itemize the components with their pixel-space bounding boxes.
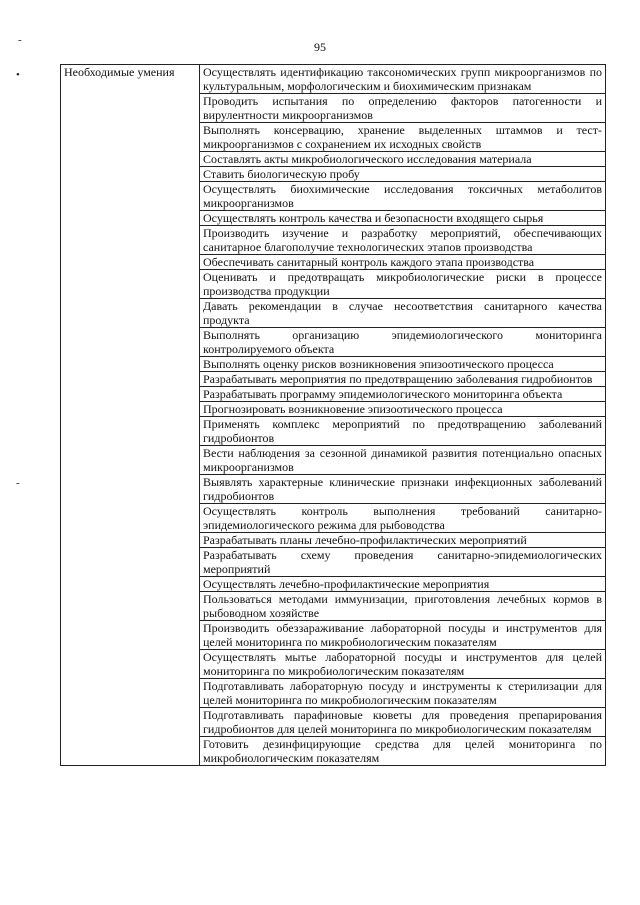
- margin-dash-mark: -: [16, 477, 20, 489]
- skill-item: Разрабатывать планы лечебно-профилактических мероприятий: [200, 533, 606, 548]
- skill-item: Обеспечивать санитарный контроль каждого этапа производства: [200, 255, 606, 270]
- skill-item: Производить обеззараживание лабораторной посуды и инструментов для целей мониторинга по микробиологическим показателям: [200, 621, 606, 650]
- skill-item: Составлять акты микробиологического исследования материала: [200, 152, 606, 167]
- skills-table-body: [61, 65, 606, 766]
- skill-item: Осуществлять идентификацию таксономических групп микроорганизмов по культуральным, морфологическим и биохимическим признакам: [200, 65, 606, 94]
- skill-item: Выявлять характерные клинические признаки инфекционных заболеваний гидробионтов: [200, 475, 606, 504]
- skill-item: Производить изучение и разработку мероприятий, обеспечивающих санитарное благополучие технологических этапов производства: [200, 226, 606, 255]
- skill-item: Разрабатывать программу эпидемиологического мониторинга объекта: [200, 387, 606, 402]
- skills-table: [60, 64, 606, 766]
- skill-item: Осуществлять мытье лабораторной посуды и инструментов для целей мониторинга по микробиологическим показателям: [200, 650, 606, 679]
- skill-item: Разрабатывать мероприятия по предотвращению заболевания гидробионтов: [200, 372, 606, 387]
- table-row: [61, 65, 606, 94]
- skill-item: Выполнять оценку рисков возникновения эпизоотического процесса: [200, 357, 606, 372]
- skill-item: Разрабатывать схему проведения санитарно-эпидемиологических мероприятий: [200, 548, 606, 577]
- page-number: 95: [314, 40, 326, 54]
- skill-item: Оценивать и предотвращать микробиологические риски в процессе производства продукции: [200, 270, 606, 299]
- skill-item: Осуществлять контроль выполнения требований санитарно-эпидемиологического режима для рыбоводства: [200, 504, 606, 533]
- skill-item: Готовить дезинфицирующие средства для целей мониторинга по микробиологическим показателям: [200, 737, 606, 766]
- skill-item: Пользоваться методами иммунизации, приготовления лечебных кормов в рыбоводном хозяйстве: [200, 592, 606, 621]
- skill-item: Осуществлять лечебно-профилактические мероприятия: [200, 577, 606, 592]
- skill-item: Ставить биологическую пробу: [200, 167, 606, 182]
- skill-item: Проводить испытания по определению факторов патогенности и вирулентности микроорганизмов: [200, 94, 606, 123]
- skill-item: Осуществлять контроль качества и безопасности входящего сырья: [200, 211, 606, 226]
- skill-item: Выполнять организацию эпидемиологического мониторинга контролируемого объекта: [200, 328, 606, 357]
- skill-item: Применять комплекс мероприятий по предотвращению заболеваний гидробионтов: [200, 417, 606, 446]
- skill-item: Вести наблюдения за сезонной динамикой развития потенциально опасных микроорганизмов: [200, 446, 606, 475]
- margin-dash-mark: -: [18, 34, 22, 46]
- skill-item: Подготавливать лабораторную посуду и инструменты к стерилизации для целей мониторинга по микробиологическим показателям: [200, 679, 606, 708]
- margin-dot-mark: •: [16, 69, 20, 81]
- skill-item: Прогнозировать возникновение эпизоотического процесса: [200, 402, 606, 417]
- skill-item: Подготавливать парафиновые кюветы для проведения препарирования гидробионтов для целей мониторинга по микробиологическим показателям: [200, 708, 606, 737]
- section-label: Необходимые умения: [61, 65, 200, 766]
- skill-item: Осуществлять биохимические исследования токсичных метаболитов микроорганизмов: [200, 182, 606, 211]
- skill-item: Выполнять консервацию, хранение выделенных штаммов и тест-микроорганизмов с сохранением их исходных свойств: [200, 123, 606, 152]
- skill-item: Давать рекомендации в случае несоответствия санитарного качества продукта: [200, 299, 606, 328]
